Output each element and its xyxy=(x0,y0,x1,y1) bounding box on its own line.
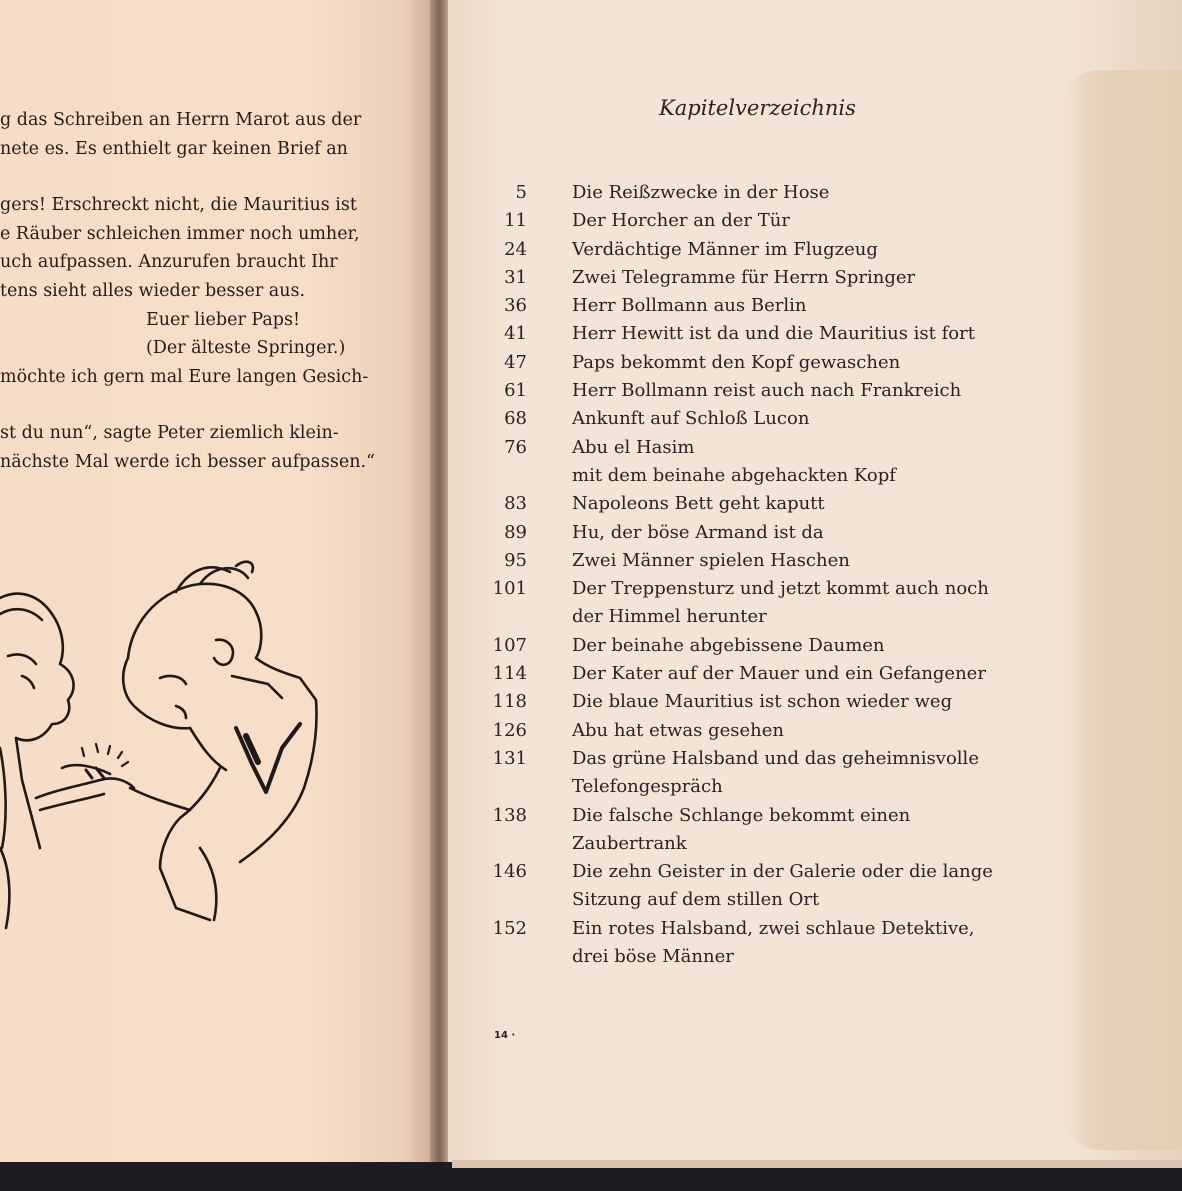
toc-page-number: 107 xyxy=(492,634,527,656)
page-number: 14 · xyxy=(494,1030,516,1041)
toc-entry xyxy=(488,236,1048,264)
toc-entry xyxy=(488,405,1048,433)
toc-title xyxy=(572,490,1048,518)
toc-page-number: 5 xyxy=(515,182,527,203)
table-of-contents xyxy=(488,179,1048,971)
toc-title-line: Die falsche Schlange bekommt einen xyxy=(572,804,911,826)
toc-page-number: 76 xyxy=(504,436,527,458)
toc-title xyxy=(572,802,1048,859)
toc-title xyxy=(572,632,1048,660)
text-line: tens sieht alles wieder besser aus. xyxy=(0,280,306,301)
toc-title-line: Das grüne Halsband und das geheimnisvolle xyxy=(572,747,979,769)
toc-title xyxy=(572,349,1048,377)
toc-page-number: 114 xyxy=(492,663,527,685)
toc-title xyxy=(572,915,1048,972)
toc-title xyxy=(572,434,1048,491)
toc-entry xyxy=(488,745,1048,802)
toc-entry xyxy=(488,688,1048,716)
page-edge xyxy=(452,1160,1182,1168)
text-line: nächste Mal werde ich besser aufpassen.“ xyxy=(0,451,375,472)
page-stain xyxy=(1060,70,1182,1150)
toc-entry xyxy=(488,434,1048,491)
toc-page-number: 83 xyxy=(504,493,527,515)
toc-title-line: Der Kater auf der Mauer und ein Gefangener xyxy=(572,663,986,685)
toc-page-number: 101 xyxy=(492,578,527,600)
toc-page-number: 118 xyxy=(492,691,527,713)
toc-entry xyxy=(488,292,1048,320)
toc-title-line: Der beinahe abgebissene Daumen xyxy=(572,634,885,656)
toc-page-number: 146 xyxy=(492,861,527,883)
toc-title-line: Die zehn Geister in der Galerie oder die lange xyxy=(572,861,993,883)
toc-page-number: 152 xyxy=(492,917,527,939)
toc-title xyxy=(572,236,1048,264)
toc-entry xyxy=(488,717,1048,745)
toc-entry xyxy=(488,490,1048,518)
toc-title xyxy=(572,717,1048,745)
toc-title-line: Abu el Hasim xyxy=(572,436,695,458)
letter-signature: Euer lieber Paps! xyxy=(146,309,301,330)
toc-title-line: Der Horcher an der Tür xyxy=(572,210,790,232)
toc-title-line: Zwei Telegramme für Herrn Springer xyxy=(572,266,916,288)
toc-title xyxy=(572,207,1048,235)
text-line: gers! Erschreckt nicht, die Mauritius ist xyxy=(0,195,357,216)
text-line: nete es. Es enthielt gar keinen Brief an xyxy=(0,138,348,159)
toc-entry xyxy=(488,915,1048,972)
toc-entry xyxy=(488,632,1048,660)
toc-page-number: 126 xyxy=(492,719,527,741)
toc-title-line: Sitzung auf dem stillen Ort xyxy=(572,889,820,911)
toc-title-line: Herr Bollmann aus Berlin xyxy=(572,295,807,317)
left-page xyxy=(0,0,438,1162)
toc-title-line: mit dem beinahe abgehackten Kopf xyxy=(572,464,896,486)
toc-title-line: Zaubertrank xyxy=(572,832,687,854)
toc-title xyxy=(572,179,1048,207)
illustration-two-boys xyxy=(0,548,360,938)
paragraph-gap xyxy=(0,163,380,191)
toc-entry xyxy=(488,264,1048,292)
toc-title-line: Paps bekommt den Kopf gewaschen xyxy=(572,351,901,373)
toc-title xyxy=(572,858,1048,915)
text-line: e Räuber schleichen immer noch umher, xyxy=(0,223,360,244)
toc-title xyxy=(572,575,1048,632)
toc-title-line: Hu, der böse Armand ist da xyxy=(572,521,824,543)
toc-title-line: Ankunft auf Schloß Lucon xyxy=(572,408,810,430)
toc-entry xyxy=(488,377,1048,405)
toc-title-line: Herr Hewitt ist da und die Mauritius ist fort xyxy=(572,323,975,345)
toc-title-line: Telefongespräch xyxy=(572,776,723,798)
page-title: Kapitelverzeichnis xyxy=(659,96,856,120)
toc-title-line: Abu hat etwas gesehen xyxy=(572,719,785,741)
toc-title-line: Die Reißzwecke in der Hose xyxy=(572,182,830,203)
text-line: g das Schreiben an Herrn Marot aus der xyxy=(0,110,362,130)
toc-title-line: drei böse Männer xyxy=(572,946,734,968)
toc-title xyxy=(572,547,1048,575)
toc-title-line: Der Treppensturz und jetzt kommt auch noch xyxy=(572,578,989,600)
text-line: möchte ich gern mal Eure langen Gesich- xyxy=(0,366,369,387)
toc-entry xyxy=(488,349,1048,377)
toc-page-number: 41 xyxy=(504,323,527,345)
toc-page-number: 89 xyxy=(504,521,527,543)
toc-title xyxy=(572,377,1048,405)
text-line: st du nun“, sagte Peter ziemlich klein- xyxy=(0,423,339,444)
toc-title-line: Napoleons Bett geht kaputt xyxy=(572,493,825,515)
toc-entry xyxy=(488,519,1048,547)
toc-entry xyxy=(488,660,1048,688)
left-page-text xyxy=(0,106,380,477)
toc-page-number: 47 xyxy=(504,351,527,373)
toc-entry xyxy=(488,179,1048,207)
toc-entry xyxy=(488,858,1048,915)
letter-signature-note: (Der älteste Springer.) xyxy=(146,338,346,359)
toc-entry xyxy=(488,320,1048,348)
toc-entry xyxy=(488,575,1048,632)
toc-page-number: 68 xyxy=(504,408,527,430)
toc-title-line: Die blaue Mauritius ist schon wieder weg xyxy=(572,691,953,713)
toc-title-line: der Himmel herunter xyxy=(572,606,767,628)
toc-title xyxy=(572,320,1048,348)
toc-entry xyxy=(488,802,1048,859)
toc-title-line: Zwei Männer spielen Haschen xyxy=(572,549,850,571)
toc-title-line: Verdächtige Männer im Flugzeug xyxy=(572,238,878,260)
toc-title xyxy=(572,688,1048,716)
toc-page-number: 131 xyxy=(492,747,527,769)
toc-page-number: 11 xyxy=(504,210,527,232)
toc-page-number: 138 xyxy=(492,804,527,826)
toc-page-number: 24 xyxy=(504,238,527,260)
toc-page-number: 95 xyxy=(504,549,527,571)
toc-page-number: 61 xyxy=(504,380,527,402)
toc-title xyxy=(572,519,1048,547)
toc-page-number: 31 xyxy=(504,266,527,288)
paragraph-gap xyxy=(0,391,380,419)
toc-page-number: 36 xyxy=(504,295,527,317)
toc-title-line: Ein rotes Halsband, zwei schlaue Detektive, xyxy=(572,917,975,939)
text-line: uch aufpassen. Anzurufen braucht Ihr xyxy=(0,252,338,273)
toc-title xyxy=(572,405,1048,433)
toc-title xyxy=(572,292,1048,320)
toc-title xyxy=(572,660,1048,688)
toc-entry xyxy=(488,547,1048,575)
toc-entry xyxy=(488,207,1048,235)
toc-title xyxy=(572,745,1048,802)
toc-title-line: Herr Bollmann reist auch nach Frankreich xyxy=(572,380,962,402)
toc-title xyxy=(572,264,1048,292)
